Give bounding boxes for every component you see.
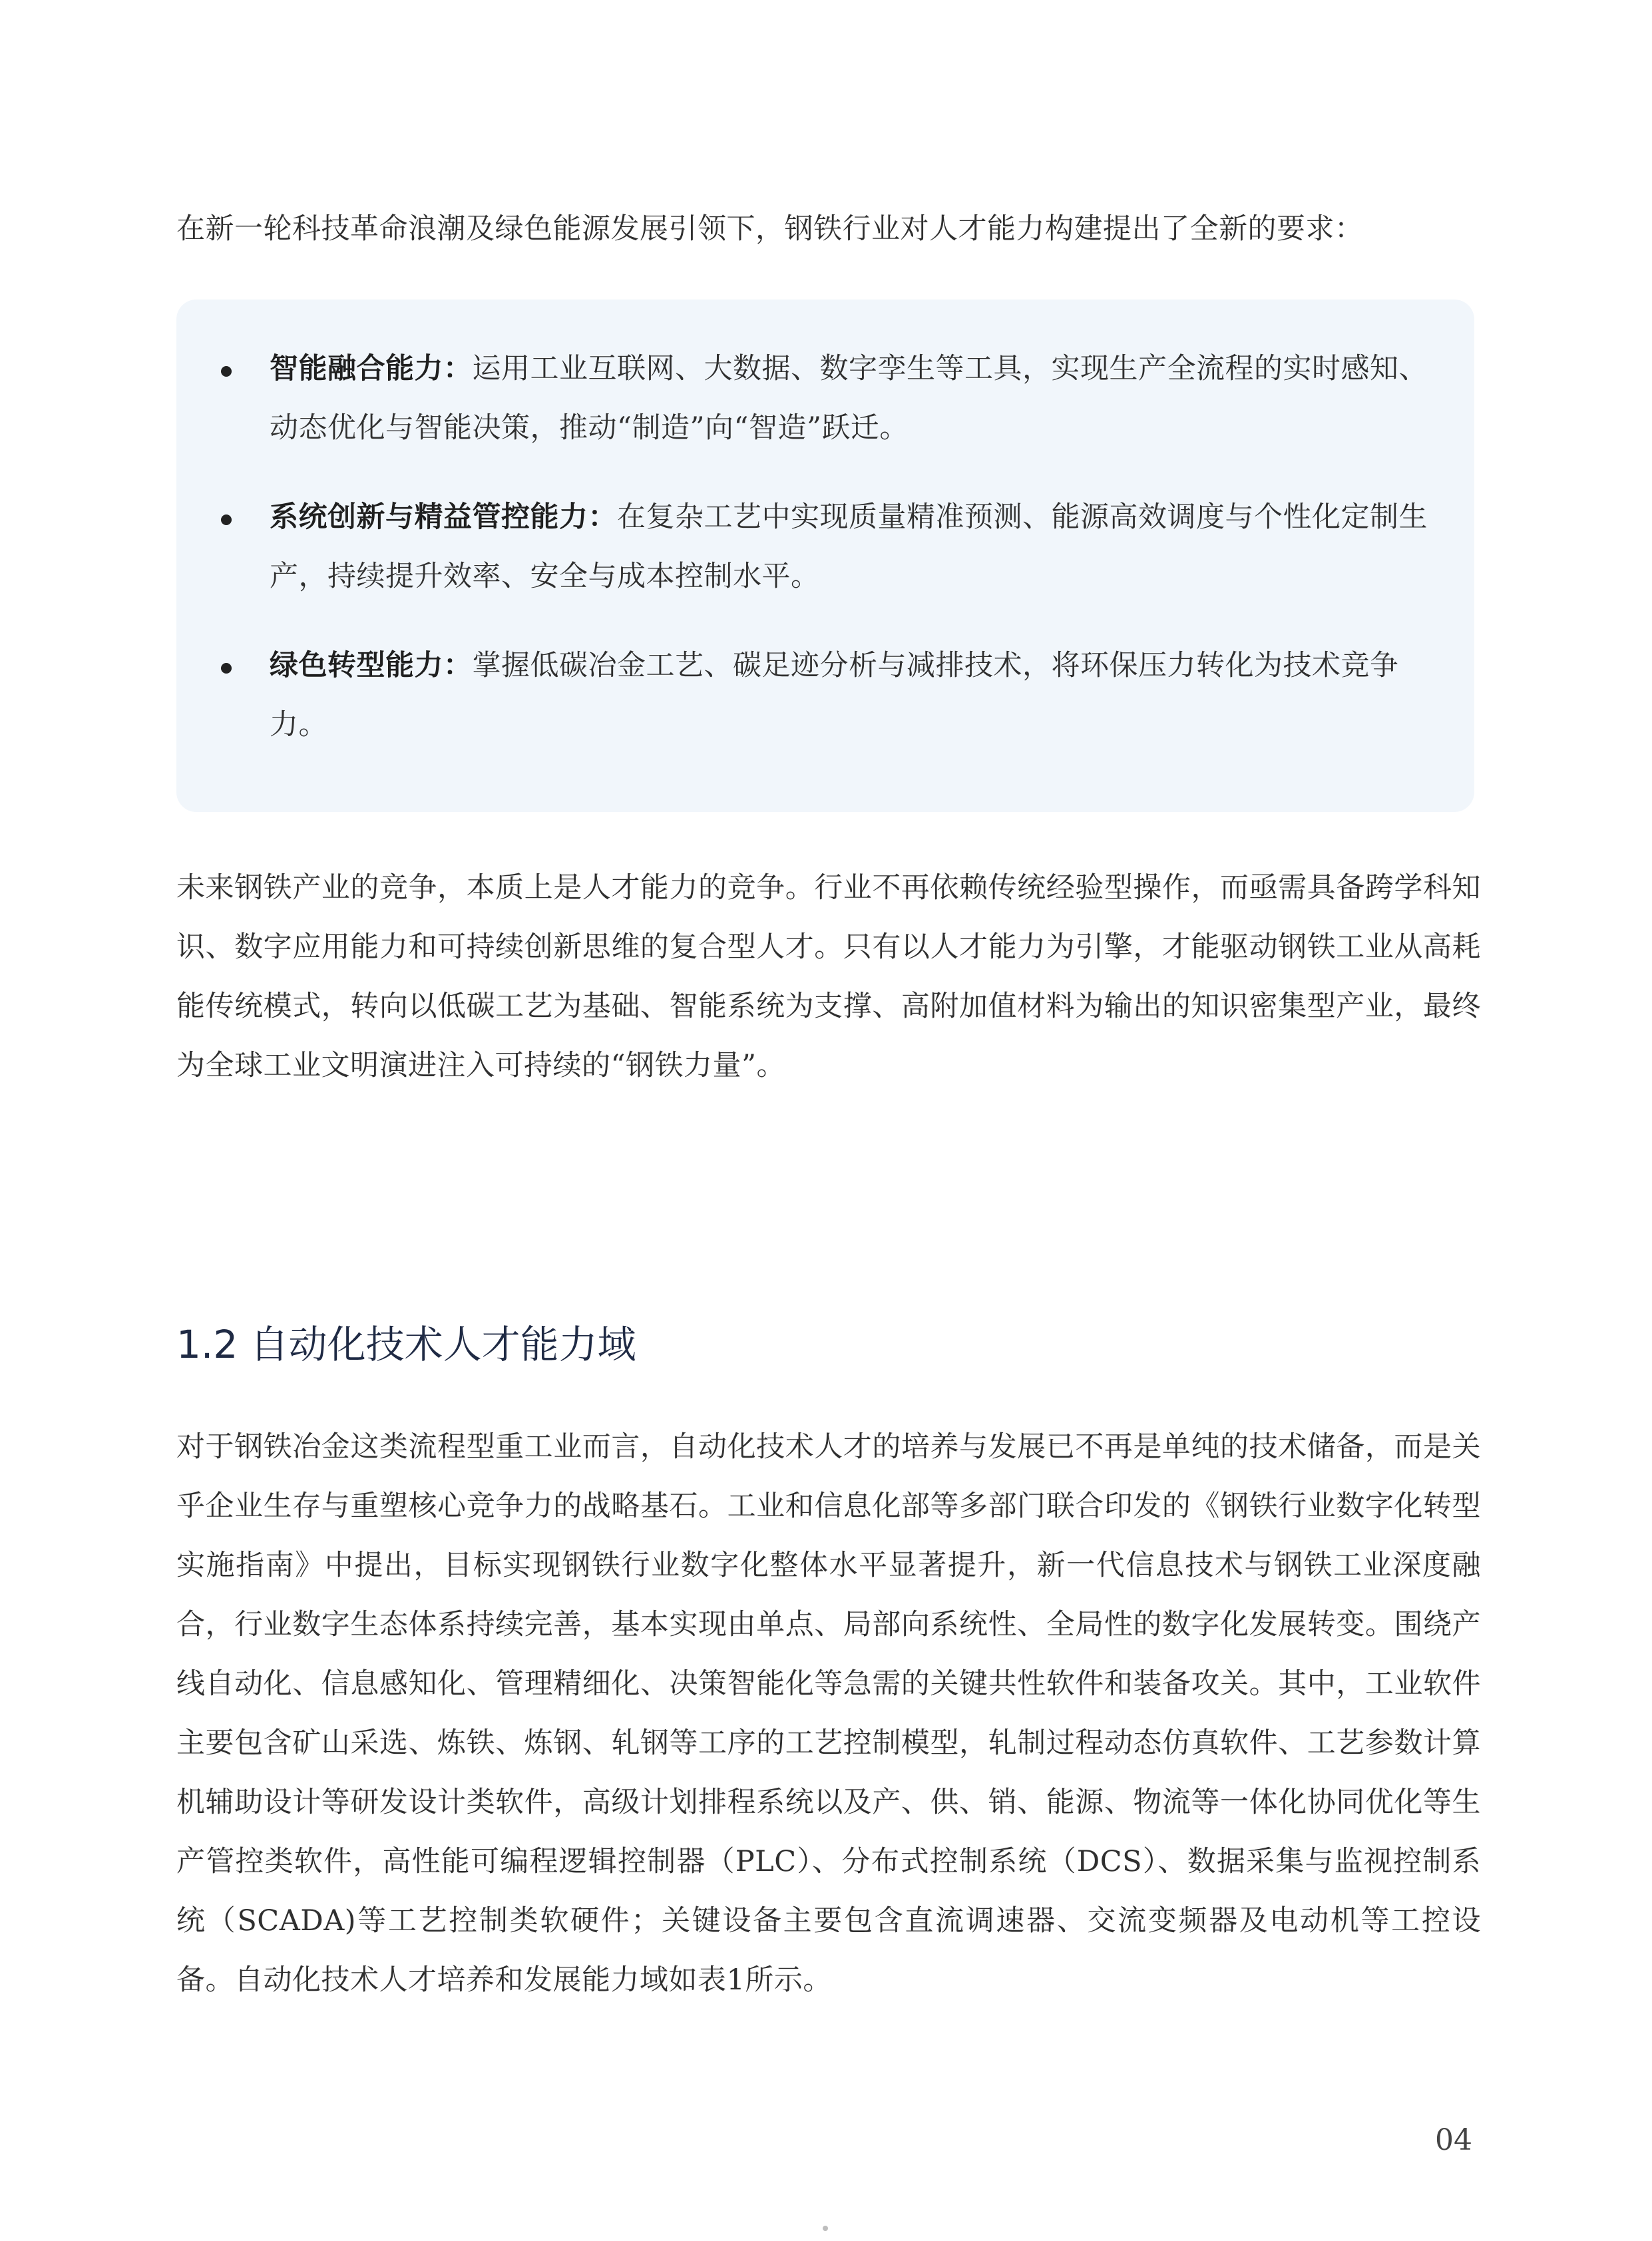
intro-paragraph: 在新一轮科技革命浪潮及绿色能源发展引领下，钢铁行业对人才能力构建提出了全新的要求： xyxy=(176,212,1364,246)
bullet-dot-icon xyxy=(221,514,232,525)
requirement-item-intelligent-integration xyxy=(176,339,1434,458)
bullet-dot-icon xyxy=(221,663,232,674)
requirement-term: 智能融合能力： xyxy=(270,352,473,385)
footer-dot-icon xyxy=(823,2226,828,2231)
requirement-item-system-innovation xyxy=(176,488,1434,606)
requirement-text: 在复杂工艺中实现质量精准预测、能源高效调度与个性化定制生产，持续提升效率、安全与成本控制水平。 xyxy=(270,501,1428,593)
requirement-term: 绿色转型能力： xyxy=(270,649,473,682)
requirement-text: 运用工业互联网、大数据、数字孪生等工具，实现生产全流程的实时感知、动态优化与智能决策，推动“制造”向“智造”跃迁。 xyxy=(270,352,1428,445)
requirement-term: 系统创新与精益管控能力： xyxy=(270,501,617,534)
requirement-text: 掌握低碳冶金工艺、碳足迹分析与减排技术，将环保压力转化为技术竞争力。 xyxy=(270,649,1399,741)
page-number: 04 xyxy=(1435,2123,1472,2157)
bullet-dot-icon xyxy=(221,366,232,377)
future-competition-paragraph: 未来钢铁产业的竞争，本质上是人才能力的竞争。行业不再依赖传统经验型操作，而亟需具备跨学科知识、数字应用能力和可持续创新思维的复合型人才。只有以人才能力为引擎，才能驱动钢铁工业从高耗能传统模式，转向以低碳工艺为基础、智能系统为支撑、高附加值材料为输出的知识密集型产业，最终为全球工业文明演进注入可持续的“钢铁力量”。 xyxy=(176,871,1481,1082)
section-heading: 1.2 自动化技术人才能力域 xyxy=(176,1322,636,1367)
automation-talent-paragraph: 对于钢铁冶金这类流程型重工业而言，自动化技术人才的培养与发展已不再是单纯的技术储备，而是关乎企业生存与重塑核心竞争力的战略基石。工业和信息化部等多部门联合印发的《钢铁行业数字化转型实施指南》中提出，目标实现钢铁行业数字化整体水平显著提升，新一代信息技术与钢铁工业深度融合，行业数字生态体系持续完善，基本实现由单点、局部向系统性、全局性的数字化发展转变。围绕产线自动化、信息感知化、管理精细化、决策智能化等急需的关键共性软件和装备攻关。其中，工业软件主要包含矿山采选、炼铁、炼钢、轧钢等工序的工艺控制模型，轧制过程动态仿真软件、工艺参数计算机辅助设计等研发设计类软件，高级计划排程系统以及产、供、销、能源、物流等一体化协同优化等生产管控类软件，高性能可编程逻辑控制器（PLC）、分布式控制系统（DCS）、数据采集与监视控制系统（SCADA)等工艺控制类软硬件；关键设备主要包含直流调速器、交流变频器及电动机等工控设备。自动化技术人才培养和发展能力域如表1所示。 xyxy=(176,1430,1481,1997)
requirement-item-green-transition xyxy=(176,636,1434,755)
requirements-callout xyxy=(176,300,1474,812)
